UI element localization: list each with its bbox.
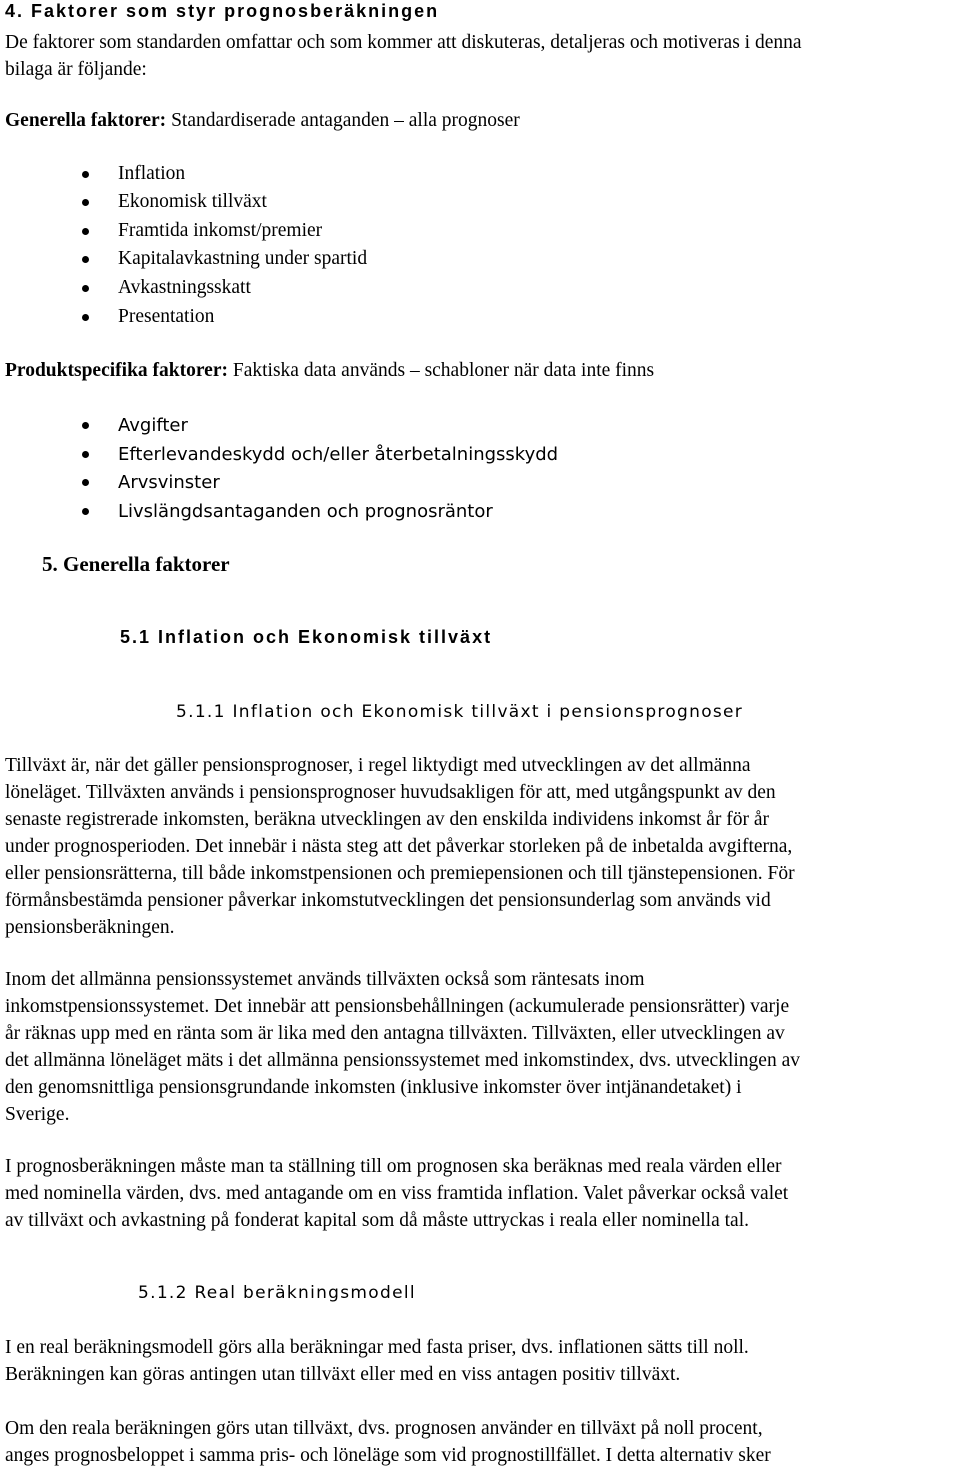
bullet-icon	[82, 422, 89, 429]
list-item	[82, 161, 185, 187]
paragraph-line: den genomsnittliga pensionsgrundande inkomsten (inklusive inkomster över intjänandetaket) i	[5, 1077, 742, 1098]
paragraph-line: Inom det allmänna pensionssystemet används tillväxten också som räntesats inom	[5, 969, 645, 990]
paragraph-line: löneläget. Tillväxten används i pensionsprognoser huvudsakligen för att, med utgångspunkt av den	[5, 782, 776, 803]
list-item-label: Presentation	[118, 306, 215, 327]
general-factors-line	[5, 107, 520, 134]
list-item-label: Livslängdsantaganden och prognosräntor	[118, 500, 493, 522]
paragraph-line: pensionsberäkningen.	[5, 917, 175, 938]
list-item	[82, 218, 322, 244]
paragraph-line: inkomstpensionssystemet. Det innebär att pensionsbehållningen (ackumulerade pensionsrätter) varje	[5, 996, 790, 1017]
paragraph-line: Tillväxt är, när det gäller pensionsprognoser, i regel liktydigt med utvecklingen av det allmänna	[5, 755, 751, 776]
paragraph-real-without-growth	[5, 1415, 950, 1469]
product-factors-label: Produktspecifika faktorer:	[5, 360, 228, 381]
paragraph-line: Sverige.	[5, 1104, 70, 1125]
list-item	[82, 189, 267, 215]
section-5-heading: 5. Generella faktorer	[42, 552, 230, 576]
paragraph-line: år räknas upp med en ränta som är lika med den antagna tillväxten. Tillväxten, eller utvecklingen av	[5, 1023, 785, 1044]
paragraph-line: Beräkningen kan göras antingen utan tillväxt eller med en viss antagen positiv tillväxt.	[5, 1364, 681, 1385]
paragraph-real-model	[5, 1334, 950, 1388]
list-item-label: Inflation	[118, 163, 186, 184]
list-item	[82, 469, 220, 495]
paragraph-pension-system	[5, 966, 950, 1128]
paragraph-line: med nominella värden, dvs. med antagande om en viss framtida inflation. Valet påverkar också valet	[5, 1183, 789, 1204]
list-item	[82, 441, 558, 467]
product-factors-line	[5, 357, 654, 384]
list-item	[82, 412, 188, 438]
intro-line: bilaga är följande:	[5, 59, 147, 80]
paragraph-line: I prognosberäkningen måste man ta ställning till om prognosen ska beräknas med reala värden eller	[5, 1156, 782, 1177]
list-item-label: Kapitalavkastning under spartid	[118, 248, 368, 269]
section-4-heading: 4. Faktorer som styr prognosberäkningen	[5, 1, 440, 21]
subsection-5-1-2-heading: 5.1.2 Real beräkningsmodell	[138, 1283, 416, 1303]
bullet-icon	[82, 228, 89, 235]
bullet-icon	[82, 285, 89, 292]
intro-paragraph	[5, 29, 950, 83]
bullet-icon	[82, 199, 89, 206]
list-item	[82, 275, 251, 301]
paragraph-line: I en real beräkningsmodell görs alla beräkningar med fasta priser, dvs. inflationen sätts till noll.	[5, 1337, 749, 1358]
list-item-label: Ekonomisk tillväxt	[118, 191, 267, 212]
paragraph-line: senaste registrerade inkomsten, beräkna utvecklingen av den enskilda individens inkomst år för år	[5, 809, 770, 830]
bullet-icon	[82, 508, 89, 515]
bullet-icon	[82, 479, 89, 486]
paragraph-line: av tillväxt och avkastning på fonderat kapital som då måste uttryckas i reala eller nominella tal.	[5, 1210, 749, 1231]
product-factors-text: Faktiska data används – schabloner när data inte finns	[227, 360, 655, 381]
list-item-label: Arvsvinster	[118, 471, 220, 493]
list-item-label: Efterlevandeskydd och/eller återbetalningsskydd	[118, 443, 559, 465]
subsection-5-1-1-heading: 5.1.1 Inflation och Ekonomisk tillväxt i pensionsprognoser	[176, 702, 744, 722]
list-item	[82, 498, 493, 524]
bullet-icon	[82, 256, 89, 263]
paragraph-line: anges prognosbeloppet i samma pris- och löneläge som vid prognostillfället. I detta alternativ sker	[5, 1445, 771, 1466]
paragraph-line: det allmänna löneläget mäts i det allmänna pensionssystemet med inkomstindex, dvs. utvecklingen av	[5, 1050, 800, 1071]
subsection-5-1-heading: 5.1 Inflation och Ekonomisk tillväxt	[120, 627, 493, 647]
paragraph-line: under prognosperioden. Det innebär i nästa steg att det påverkar storleken på de inbetalda avgifterna,	[5, 836, 793, 857]
paragraph-real-nominal	[5, 1153, 950, 1234]
general-factors-label: Generella faktorer:	[5, 110, 167, 131]
list-item-label: Framtida inkomst/premier	[118, 220, 323, 241]
bullet-icon	[82, 451, 89, 458]
bullet-icon	[82, 171, 89, 178]
paragraph-growth	[5, 752, 950, 941]
list-item-label: Avkastningsskatt	[118, 277, 251, 298]
paragraph-line: förmånsbestämda pensioner påverkar inkomstutvecklingen det pensionsunderlag som används vid	[5, 890, 771, 911]
paragraph-line: Om den reala beräkningen görs utan tillväxt, dvs. prognosen använder en tillväxt på noll procent,	[5, 1418, 763, 1439]
list-item-label: Avgifter	[118, 414, 188, 436]
paragraph-line: eller pensionsrätterna, till både inkomstpensionen och premiepensionen och till tjänstepensionen. För	[5, 863, 795, 884]
list-item	[82, 304, 214, 330]
bullet-icon	[82, 314, 89, 321]
list-item	[82, 246, 367, 272]
intro-line: De faktorer som standarden omfattar och som kommer att diskuteras, detaljeras och motiveras i denna	[5, 32, 802, 53]
general-factors-text: Standardiserade antaganden – alla prognoser	[166, 110, 520, 131]
